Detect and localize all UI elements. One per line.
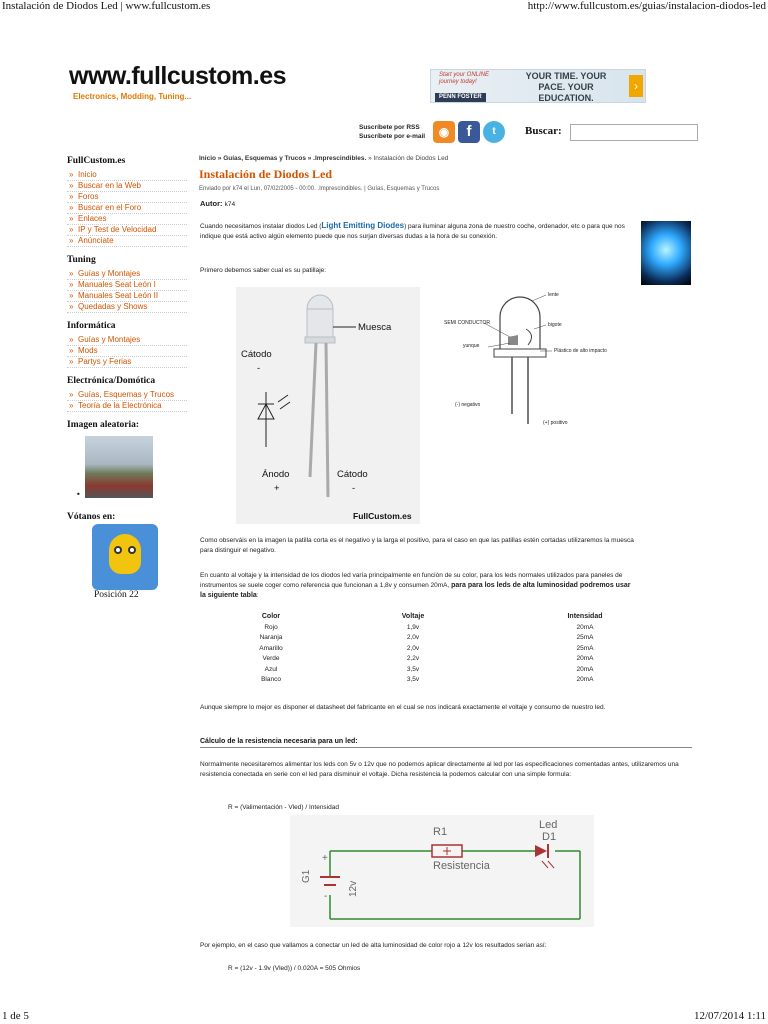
sidebar-item-mods[interactable]: » Mods (67, 346, 187, 357)
table-row (225, 676, 625, 687)
sidebar-item-enlaces[interactable]: » Enlaces (67, 214, 187, 225)
mascot-eye (128, 546, 136, 554)
label-anode: Ánodo (262, 469, 290, 480)
table-cell: Azul (264, 665, 278, 673)
sidebar-menu (67, 170, 187, 247)
mascot-face (109, 534, 141, 574)
formula-example: R = (12v - 1.9v (Vled)) / 0.020A = 505 Ohmios (228, 965, 361, 972)
list-bullet: • (76, 490, 81, 499)
sidebar-item-guias-esquemas[interactable]: » Guías, Esquemas y Trucos (67, 390, 187, 401)
vote-title: Vótanos en: (67, 512, 116, 522)
p4-text-c: : (256, 592, 259, 599)
author-label: Autor: (200, 199, 223, 208)
sidebar-item-quedadas[interactable]: » Quedadas y Shows (67, 302, 187, 313)
article-author (200, 199, 235, 208)
table-cell: 20mA (576, 623, 594, 631)
table-row (225, 655, 625, 666)
search-input[interactable] (570, 124, 698, 141)
table-cell: 3,5v (406, 665, 420, 673)
twitter-icon[interactable]: t (483, 121, 505, 143)
label-cathode-bottom: Cátodo (337, 469, 368, 480)
article-meta: Enviado por k74 el Lun, 07/02/2005 - 00:00. .Imprescindibles. | Guías, Esquemas y Trucos (199, 186, 440, 192)
sidebar-section-title: FullCustom.es (67, 156, 126, 166)
table-cell: Naranja (259, 634, 283, 641)
sidebar-item-teoria[interactable]: » Teoría de la Electrónica (67, 401, 187, 412)
sidebar-item-partys[interactable]: » Partys y Ferias (67, 357, 187, 368)
table-cell: Amarillo (259, 644, 283, 652)
label-led: Led (539, 819, 558, 831)
formula-general: R = (Valimentación - Vled) / Intensidad (228, 804, 339, 811)
random-image-title: Imagen aleatoria: (67, 420, 140, 430)
p1-highlight: Light Emitting Diodes (321, 221, 405, 230)
sidebar-item-manuales-leon-1[interactable]: » Manuales Seat León I (67, 280, 187, 291)
label-d1: D1 (542, 831, 557, 843)
section-heading-resistance: Cálculo de la resistencia necesaria para un led: (200, 738, 692, 748)
sidebar-menu (67, 335, 187, 368)
subscribe-rss-link[interactable]: Suscríbete por RSS (359, 124, 420, 131)
blue-led-image (641, 221, 691, 285)
table-header-cell: Intensidad (567, 613, 603, 620)
label-negative: (-) negativo (455, 402, 481, 408)
print-header (0, 0, 768, 14)
table-cell: 25mA (576, 634, 594, 641)
led-construction-drawing (430, 289, 650, 429)
paragraph-resistance: Normalmente necesitaremos alimentar los leds con 5v o 12v que no podemos aplicar directamente al led por las especificaciones comentadas antes, utilizaremos una resistencia conectada en serie con el led para disminuir el voltaje. Dicha resistencia la podemos calcular con una simple formula: (200, 761, 679, 778)
led-construction-diagram (430, 289, 650, 429)
print-header-title: Instalación de Diodos Led | www.fullcustom.es (2, 0, 211, 12)
table-row (225, 645, 625, 656)
sidebar-section-title: Tuning (67, 255, 96, 265)
label-anvil: yunque (463, 343, 480, 349)
article-title[interactable]: Instalación de Diodos Led (199, 167, 333, 181)
label-positive: (+) positivo (543, 420, 568, 426)
site-logo[interactable]: www.fullcustom.es (69, 62, 287, 90)
label-semiconductor: SEMI CONDUCTOR (444, 320, 491, 326)
rss-icon[interactable]: ◉ (433, 121, 455, 143)
breadcrumb (199, 155, 448, 162)
print-header-url: http://www.fullcustom.es/guias/instalacion-diodos-led (527, 0, 766, 12)
vote-position: Posición 22 (94, 590, 139, 600)
facebook-icon[interactable]: f (458, 121, 480, 143)
p1-text-b: ) para iluminar alguna zona de nuestro coche, ordenador, etc o para que nos indique que está activo algún elemento puede que nos surjan diversas dudas a la hora de su conexión. (200, 223, 625, 240)
sidebar-item-guias-montajes[interactable]: » Guías y Montajes (67, 269, 187, 280)
led-spec-table (225, 613, 625, 687)
table-cell: 25mA (576, 644, 594, 652)
sidebar-menu (67, 390, 187, 412)
author-value: k74 (224, 201, 236, 208)
breadcrumb-links[interactable]: Inicio » Guías, Esquemas y Trucos » .Imprescindibles. (199, 155, 367, 162)
led-pinout-photo (236, 287, 420, 524)
table-header-cell: Voltaje (401, 613, 425, 620)
sidebar-menu (67, 269, 187, 313)
sidebar-item-anunciate[interactable]: » Anúnciate (67, 236, 187, 247)
table-cell: 20mA (576, 676, 594, 683)
figure-brand: FullCustom.es (353, 511, 412, 521)
label-plastic: Plástico de alto impacto (554, 348, 607, 354)
subscribe-email-link[interactable]: Suscríbete por e-mail (359, 133, 426, 140)
sidebar-item-manuales-leon-2[interactable]: » Manuales Seat León II (67, 291, 187, 302)
table-row (225, 624, 625, 635)
paragraph-polarity: Como observáis en la imagen la patilla corta es el negativo y la larga el positivo, para el caso en que las patillas estén cortadas utilizaremos la muesca para distinguir el negativo. (200, 537, 634, 554)
p1-text-a: Cuando necesitamos instalar diodos Led ( (200, 223, 322, 230)
label-cathode-top: Cátodo (241, 349, 272, 360)
table-cell: 1,9v (406, 623, 420, 631)
ad-banner[interactable] (430, 69, 646, 103)
ad-small-text: Start your ONLINE journey today! (439, 72, 490, 85)
label-minus-bottom: - (352, 483, 356, 494)
breadcrumb-current: » Instalación de Diodos Led (366, 155, 449, 162)
table-header-row (225, 613, 625, 624)
random-image[interactable] (85, 436, 153, 498)
table-cell: 2,0v (406, 634, 420, 641)
table-cell: Blanco (261, 676, 281, 683)
sidebar-item-buscar-foro[interactable]: » Buscar en el Foro (67, 203, 187, 214)
search-label: Buscar: (525, 125, 562, 137)
table-cell: Verde (262, 655, 280, 662)
table-header-cell: Color (261, 613, 281, 620)
sidebar-item-ip-test[interactable]: » IP y Test de Velocidad (67, 225, 187, 236)
sidebar-item-guias-montajes-info[interactable]: » Guías y Montajes (67, 335, 187, 346)
p4-bold: para para los leds de alta luminosidad podremos usar la siguiente tabla (200, 582, 631, 599)
print-datetime: 12/07/2014 1:11 (693, 1010, 766, 1022)
table-cell: 3,5v (406, 676, 420, 683)
label-g1: G1 (301, 869, 312, 883)
circuit-diagram (290, 815, 594, 927)
table-row (225, 666, 625, 677)
led-pinout-drawing (236, 287, 420, 524)
paragraph-datasheet: Aunque siempre lo mejor es disponer el datasheet del fabricante en el cual se nos indicará exactamente el voltaje y consumo de nuestro led. (200, 704, 606, 711)
table-cell: Rojo (264, 623, 278, 631)
table-cell: 2,0v (406, 644, 420, 652)
paragraph-example: Por ejemplo, en el caso que vallamos a conectar un led de alta luminosidad de color rojo a 12v los resultados serian así: (200, 942, 547, 949)
sidebar-section-title: Informática (67, 321, 116, 331)
sidebar-item-foros[interactable]: » Foros (67, 192, 187, 203)
mascot-eye (114, 546, 122, 554)
label-whisker: bigote (548, 322, 562, 328)
paragraph-intro (200, 221, 630, 242)
p4-text-a: En cuanto al voltaje y la intensidad de los diodos led varía principalmente en función de su color, para los leds normales utilizados para paneles de instrumentos se suele coger como referencia que funcionan a 1,8v y consumen 20mA, (200, 572, 623, 589)
label-notch: Muesca (358, 322, 392, 333)
site-tagline: Electronics, Modding, Tuning... (73, 92, 192, 101)
label-minus-terminal: - (324, 891, 328, 902)
label-r1: R1 (433, 826, 448, 838)
paragraph-voltage (200, 571, 635, 601)
table-cell: 2,2v (406, 655, 420, 662)
print-footer (0, 1008, 768, 1024)
sidebar-item-buscar-web[interactable]: » Buscar en la Web (67, 181, 187, 192)
label-plus-terminal: + (322, 853, 328, 864)
ad-brand: PENN FOSTER (435, 93, 486, 102)
label-minus-top: - (257, 363, 261, 374)
paragraph-pinout: Primero debemos saber cual es su patillaje: (200, 267, 327, 274)
label-lens: lente (548, 292, 559, 298)
table-cell: 20mA (576, 665, 594, 673)
label-plus: + (274, 483, 280, 494)
sidebar (67, 156, 187, 434)
label-resistance: Resistencia (433, 860, 490, 872)
label-12v: 12v (348, 880, 359, 897)
vote-mascot-image[interactable] (92, 524, 158, 590)
table-cell: 20mA (576, 655, 594, 662)
ad-big-text: YOUR TIME. YOUR PACE. YOUR EDUCATION. (525, 71, 607, 103)
table-row (225, 634, 625, 645)
sidebar-section-title: Electrónica/Domótica (67, 376, 156, 386)
sidebar-item-inicio[interactable]: » Inicio (67, 170, 187, 181)
print-page-number: 1 de 5 (2, 1010, 29, 1022)
ad-arrow-icon[interactable]: › (629, 75, 643, 97)
